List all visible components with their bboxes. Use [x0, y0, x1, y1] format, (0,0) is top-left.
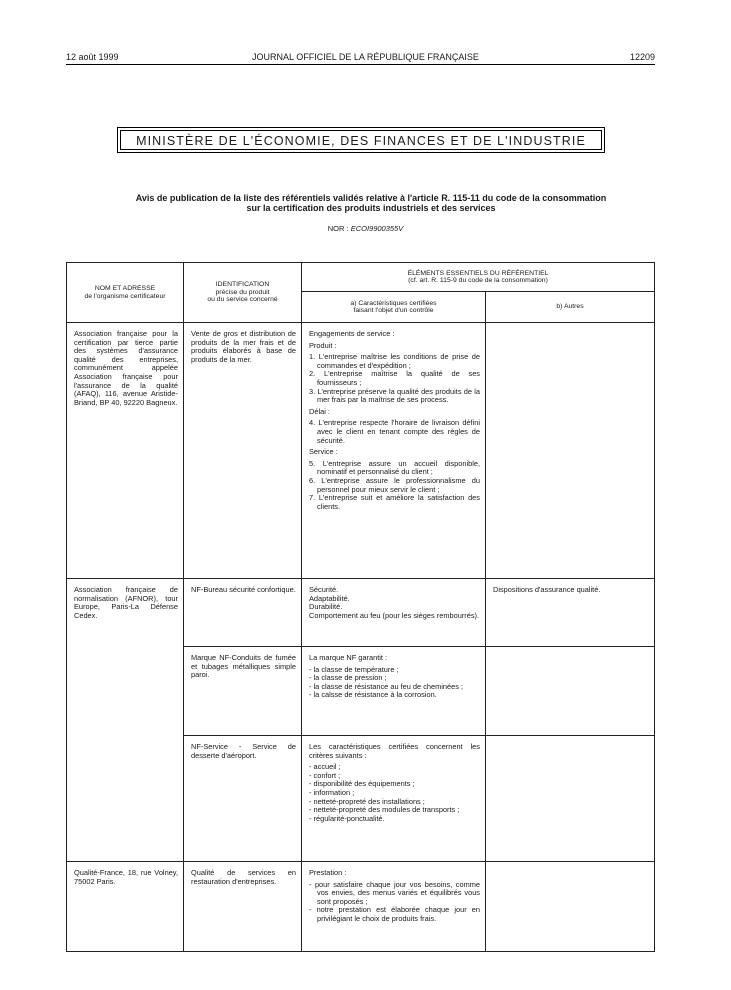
char-item: Durabilité.: [309, 602, 343, 612]
char-intro: La marque NF garantit :: [309, 653, 388, 662]
char-item: - la classe de température ;: [309, 664, 399, 674]
char-list: [309, 881, 480, 924]
char-item: Comportement au feu (pour les sièges rembourrés).: [309, 610, 480, 620]
notice-title-line1: Avis de publication de la liste des référentiels validés relative à l'article R. 115-11 du code de la consommation: [135, 193, 607, 203]
header-essential-elements: [302, 263, 655, 292]
page-number: 12209: [629, 52, 655, 62]
cell-others: [486, 862, 655, 952]
journal-title: JOURNAL OFFICIEL DE LA RÉPUBLIQUE FRANÇAISE: [252, 52, 479, 62]
cell-characteristics: [302, 647, 486, 736]
char-item: 4. L'entreprise respecte l'horaire de livraison défini avec le client en tenant compte des règles de sécurité.: [309, 418, 480, 445]
char-item: Sécurité.: [309, 585, 339, 594]
char-item: 5. L'entreprise assure un accueil disponible, nominatif et personnalisé du client ;: [309, 458, 480, 477]
cell-product: NF-Bureau sécurité confortique.: [184, 579, 302, 647]
char-item: - netteté-propreté des modules de transports ;: [309, 805, 460, 815]
header-identification-line3: ou du service concerné: [207, 296, 278, 304]
char-list: [309, 763, 480, 823]
cell-characteristics: [302, 736, 486, 862]
char-item: - la calsse de résistance à la corrosion.: [309, 690, 437, 700]
cell-organism: Association française de normalisation (AFNOR), tour Europe, Paris-La Défense Cedex.: [67, 579, 184, 862]
cell-characteristics: [302, 323, 486, 579]
char-item: - accueil ;: [309, 762, 341, 772]
char-list: [309, 666, 480, 700]
char-item: Adaptabilité.: [309, 593, 350, 603]
header-organism-line1: NOM ET ADRESSE: [94, 285, 156, 293]
cell-product: Vente de gros et distribution de produits de la mer frais et de produits élaborés à base de produits de la mer.: [184, 323, 302, 579]
table-row: [67, 862, 655, 952]
nor-label: NOR :: [327, 224, 349, 233]
header-rule: [66, 64, 655, 65]
notice-title: [66, 193, 676, 213]
ministry-box: MINISTÈRE DE L'ÉCONOMIE, DES FINANCES ET DE L'INDUSTRIE: [117, 127, 605, 153]
char-item: - la classe de pression ;: [309, 673, 387, 683]
char-line: Service :: [309, 447, 338, 457]
notice-title-line2: sur la certification des produits industriels et des services: [246, 203, 496, 213]
char-line: Produit :: [309, 340, 337, 350]
char-item: - régularité-ponctualité.: [309, 813, 385, 823]
header-sub-a-line1: a) Caractéristiques certifiées: [350, 299, 437, 307]
cell-others: [486, 323, 655, 579]
header-identification-line1: IDENTIFICATION: [215, 281, 270, 289]
cell-product: Qualité de services en restauration d'entreprises.: [184, 862, 302, 952]
char-item: 6. L'entreprise assure le professionnalisme du personnel pour mieux servir le client ;: [309, 475, 480, 494]
table-row: [67, 323, 655, 579]
header-essential-line2: (cf. art. R. 115-9 du code de la consommation): [408, 277, 548, 284]
char-item: - information ;: [309, 787, 355, 797]
header-others: b) Autres: [486, 292, 655, 323]
table-row: [67, 579, 655, 647]
char-intro: Prestation :: [309, 868, 347, 877]
char-item: 2. L'entreprise maîtrise la qualité de ses fournisseurs ;: [309, 369, 480, 387]
header-organism-line2: de l'organisme certificateur: [84, 292, 166, 300]
char-item: - notre prestation est élaborée chaque jour en privilégiant le choix de produits frais.: [309, 905, 480, 923]
char-list: [309, 586, 480, 620]
cell-others: [486, 647, 655, 736]
char-line: Délai :: [309, 406, 330, 416]
char-item: 7. L'entreprise suit et améliore la satisfaction des clients.: [309, 493, 480, 511]
char-list: [309, 419, 480, 445]
char-item: - confort ;: [309, 770, 341, 780]
char-item: - netteté-propreté des installations ;: [309, 796, 425, 806]
char-line: Engagements de service :: [309, 329, 395, 338]
cell-product: NF-Service - Service de desserte d'aéroport.: [184, 736, 302, 862]
cell-product: Marque NF-Conduits de fumée et tubages métalliques simple paroi.: [184, 647, 302, 736]
referential-table: [66, 262, 655, 952]
header-identification-line2: précise du produit: [215, 288, 270, 296]
char-intro: Les caractéristiques certifiées concernent les critères suivants :: [309, 742, 480, 760]
header-organism: [67, 263, 184, 323]
header-identification: [184, 263, 302, 323]
char-item: 3. L'entreprise préserve la qualité des produits de la mer frais par la maîtrise de ses process.: [309, 386, 480, 405]
char-item: 1. L'entreprise maîtrise les conditions de prise de commandes et d'expédition ;: [309, 352, 480, 370]
cell-characteristics: [302, 579, 486, 647]
nor-reference: [0, 224, 731, 233]
header-essential-line1: ÉLÉMENTS ESSENTIELS DU RÉFÉRENTIEL: [407, 269, 549, 277]
header-date: 12 août 1999: [66, 52, 119, 62]
char-item: - la classe de résistance au feu de cheminées ;: [309, 681, 464, 691]
char-list: [309, 460, 480, 512]
header-sub-a-line2: faisant l'objet d'un contrôle: [353, 307, 434, 314]
cell-organism: Qualité-France, 18, rue Volney, 75002 Paris.: [67, 862, 184, 952]
cell-organism: Association française pour la certification par tierce partie des systèmes d'assurance qualité des entreprises, communément appelée Association française pour l'assurance de la qualité (AFAQ), 116, avenue Aristide-Briand, BP 40, 92220 Bagneux.: [67, 323, 184, 579]
char-item: - disponibilité des équipements ;: [309, 779, 415, 789]
char-list: [309, 353, 480, 405]
char-item: - pour satisfaire chaque jour vos besoins, comme vos envies, des menus variés et équilibrés vous sont proposés ;: [309, 879, 480, 906]
nor-code: ECOI9900355V: [350, 224, 404, 233]
cell-characteristics: [302, 862, 486, 952]
header-certified-characteristics: [302, 292, 486, 323]
cell-others: Dispositions d'assurance qualité.: [486, 579, 655, 647]
cell-others: [486, 736, 655, 862]
